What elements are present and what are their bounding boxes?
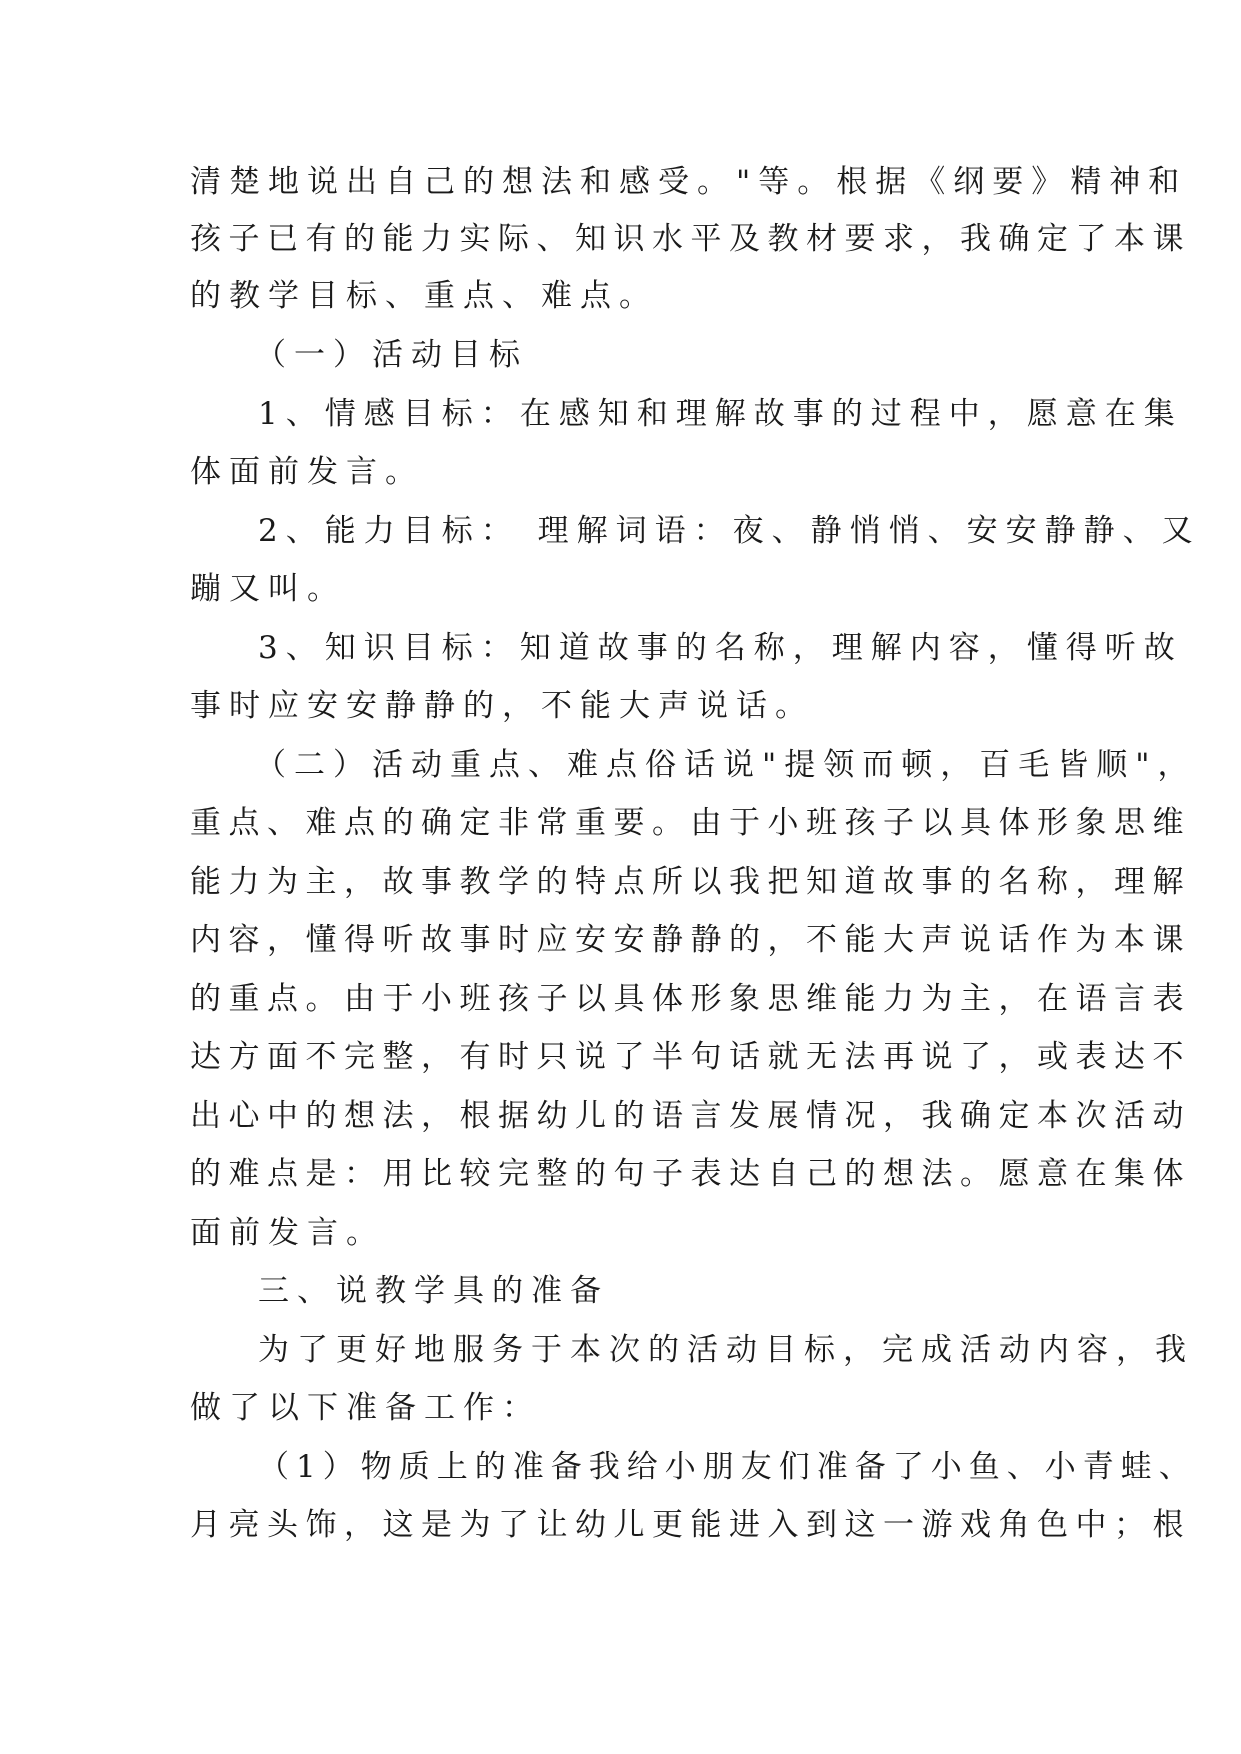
text-line: 能力为主，故事教学的特点所以我把知道故事的名称，理解: [190, 864, 1191, 900]
text-line: 为了更好地服务于本次的活动目标，完成活动内容，我: [258, 1332, 1194, 1368]
text-line: 内容，懂得听故事时应安安静静的，不能大声说话作为本课: [190, 922, 1191, 958]
section-heading: （二）活动重点、难点俗话说"提领而顿，百毛皆顺"，: [255, 747, 1197, 783]
section-heading: 三、说教学具的准备: [258, 1273, 609, 1309]
text-line: （1）物质上的准备我给小朋友们准备了小鱼、小青蛙、: [258, 1449, 1197, 1485]
text-line: 1、情感目标：在感知和理解故事的过程中，愿意在集: [258, 396, 1183, 432]
text-line: 2、能力目标： 理解词语：夜、静悄悄、安安静静、又: [258, 513, 1201, 549]
text-line: 孩子已有的能力实际、知识水平及教材要求，我确定了本课: [190, 221, 1191, 257]
text-line: 体面前发言。: [190, 454, 424, 490]
section-heading: （一）活动目标: [255, 337, 528, 373]
text-line: 做了以下准备工作：: [190, 1390, 541, 1426]
text-line: 面前发言。: [190, 1215, 385, 1251]
text-line: 清楚地说出自己的想法和感受。"等。根据《纲要》精神和: [190, 164, 1188, 200]
text-line: 月亮头饰，这是为了让幼儿更能进入到这一游戏角色中；根: [190, 1507, 1191, 1543]
text-line: 蹦又叫。: [190, 571, 346, 607]
text-line: 重点、难点的确定非常重要。由于小班孩子以具体形象思维: [190, 805, 1191, 841]
text-line: 的重点。由于小班孩子以具体形象思维能力为主，在语言表: [190, 981, 1191, 1017]
text-line: 出心中的想法，根据幼儿的语言发展情况，我确定本次活动: [190, 1098, 1191, 1134]
text-line: 的难点是：用比较完整的句子表达自己的想法。愿意在集体: [190, 1156, 1191, 1192]
text-line: 3、知识目标：知道故事的名称，理解内容，懂得听故: [258, 630, 1183, 666]
text-line: 事时应安安静静的，不能大声说话。: [190, 688, 814, 724]
text-line: 达方面不完整，有时只说了半句话就无法再说了，或表达不: [190, 1039, 1191, 1075]
text-line: 的教学目标、重点、难点。: [190, 278, 658, 314]
